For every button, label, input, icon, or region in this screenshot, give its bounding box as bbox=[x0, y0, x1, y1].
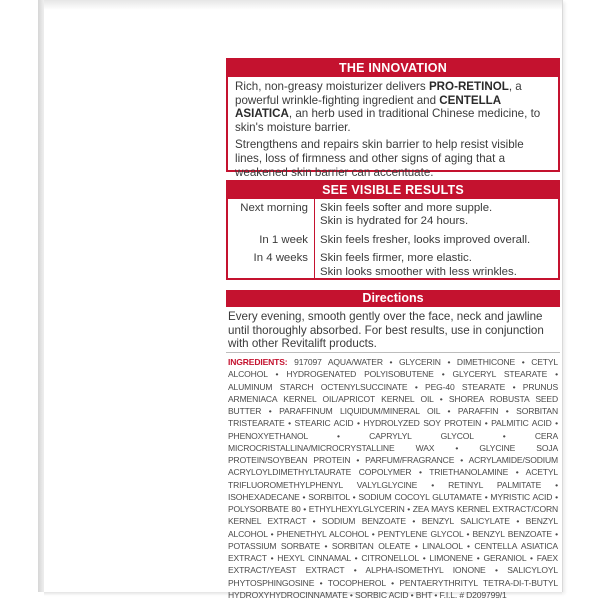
results-when: In 1 week bbox=[228, 234, 315, 247]
results-line: Skin is hydrated for 24 hours. bbox=[320, 215, 469, 228]
results-line: Skin feels firmer, more elastic. bbox=[320, 252, 472, 265]
results-line: Skin feels fresher, looks improved overall. bbox=[320, 233, 531, 246]
innovation-text: , an herb used in traditional Chinese medicine, to skin's moisture barrier. bbox=[235, 107, 541, 134]
directions-title: Directions bbox=[226, 290, 560, 307]
results-what bbox=[315, 252, 559, 279]
results-line: Skin feels softer and more supple. bbox=[320, 202, 493, 214]
pro-retinol-highlight: PRO-RETINOL bbox=[428, 80, 509, 93]
innovation-text: Rich, non-greasy moisturizer delivers bbox=[235, 80, 429, 93]
results-row bbox=[228, 199, 558, 229]
innovation-text: , a powerful wrinkle-fighting ingredient and bbox=[235, 80, 522, 107]
results-line: Skin looks smoother with less wrinkles. bbox=[320, 265, 517, 278]
ingredients-text: 917097 AQUA/WATER • GLYCERIN • DIMETHICONE • CETYL ALCOHOL • HYDROGENATED POLYISOBUTENE • GLYCERYL STEARATE • ALUMINUM STARCH OCTENYLSUCCINATE • PEG-40 STEARATE • PRUNUS ARMENIACA KERNEL OIL/APRICOT KERNEL OIL • SHOREA ROBUSTA SEED BUTTER • PARAFFINUM LIQUIDUM/MINERAL OIL • PARAFFIN • SORBITAN TRISTEARATE • STEARIC ACID • HYDROLYZED SOY PROTEIN • PALMITIC ACID • PHENOXYETHANOL • CAPRYLYL GLYCOL • CERA MICROCRISTALLINA/MICROCRYSTALLINE WAX • GLYCINE SOJA PROTEIN/SOYBEAN PROTEIN • PARFUM/FRAGRANCE • ACRYLAMIDE/SODIUM ACRYLOYLDIMETHYLTAURATE COPOLYMER • TRIETHANOLAMINE • ACETYL TRIFLUOROMETHYLPHENYL VALYLGLYCINE • RETINYL PALMITATE • ISOHEXADECANE • SORBITOL • SODIUM COCOYL GLUTAMATE • MYRISTIC ACID • POLYSORBATE 80 • ETHYLHEXYLGLYCERIN • ZEA MAYS KERNEL EXTRACT/CORN KERNEL EXTRACT • SODIUM BENZOATE • BENZYL SALICYLATE • BENZYL ALCOHOL • PHENETHYL ALCOHOL • PENTYLENE GLYCOL • BENZYL BENZOATE • POTASSIUM SORBATE • SORBITAN OLEATE • LINALOOL • CENTELLA ASIATICA EXTRACT • HEXYL CINNAMAL • CITRONELLOL • LIMONENE • GERANIOL • FAEX EXTRACT/YEAST EXTRACT • ALPHA-ISOMETHYL IONONE • SALICYLOYL PHYTOSPHINGOSINE • TOCOPHEROL • PENTAERYTHRITYL TETRA-DI-T-BUTYL HYDROXYHYDROCINNAMATE • SORBIC ACID • BHT • F.I.L. # D209799/1 bbox=[228, 357, 558, 600]
results-what bbox=[315, 234, 559, 247]
centella-asiatica-highlight: CENTELLA ASIATICA bbox=[235, 93, 501, 121]
ingredients-divider bbox=[226, 352, 560, 353]
directions-text: Every evening, smooth gently over the face, neck and jawline until thoroughly absorbed. For best results, use in conjunction with other Revitalift products. bbox=[228, 310, 544, 351]
results-row bbox=[228, 234, 558, 247]
results-row bbox=[228, 252, 558, 279]
innovation-paragraph-2: Strengthens and repairs skin barrier to help resist visible lines, loss of firmness and other signs of aging that a weakened skin barrier can accentuate. bbox=[235, 138, 524, 179]
results-when: In 4 weeks bbox=[228, 252, 315, 279]
innovation-body bbox=[228, 77, 558, 179]
results-what bbox=[315, 199, 559, 229]
ingredients-list bbox=[228, 356, 558, 601]
results-section bbox=[226, 180, 560, 280]
results-title: SEE VISIBLE RESULTS bbox=[228, 182, 558, 199]
results-table bbox=[228, 199, 558, 279]
results-when: Next morning bbox=[228, 199, 315, 229]
box-top-edge bbox=[44, 0, 562, 10]
innovation-title: THE INNOVATION bbox=[228, 60, 558, 77]
ingredients-label: INGREDIENTS: bbox=[228, 357, 288, 367]
innovation-paragraph-1 bbox=[235, 80, 553, 134]
innovation-section bbox=[226, 58, 560, 179]
